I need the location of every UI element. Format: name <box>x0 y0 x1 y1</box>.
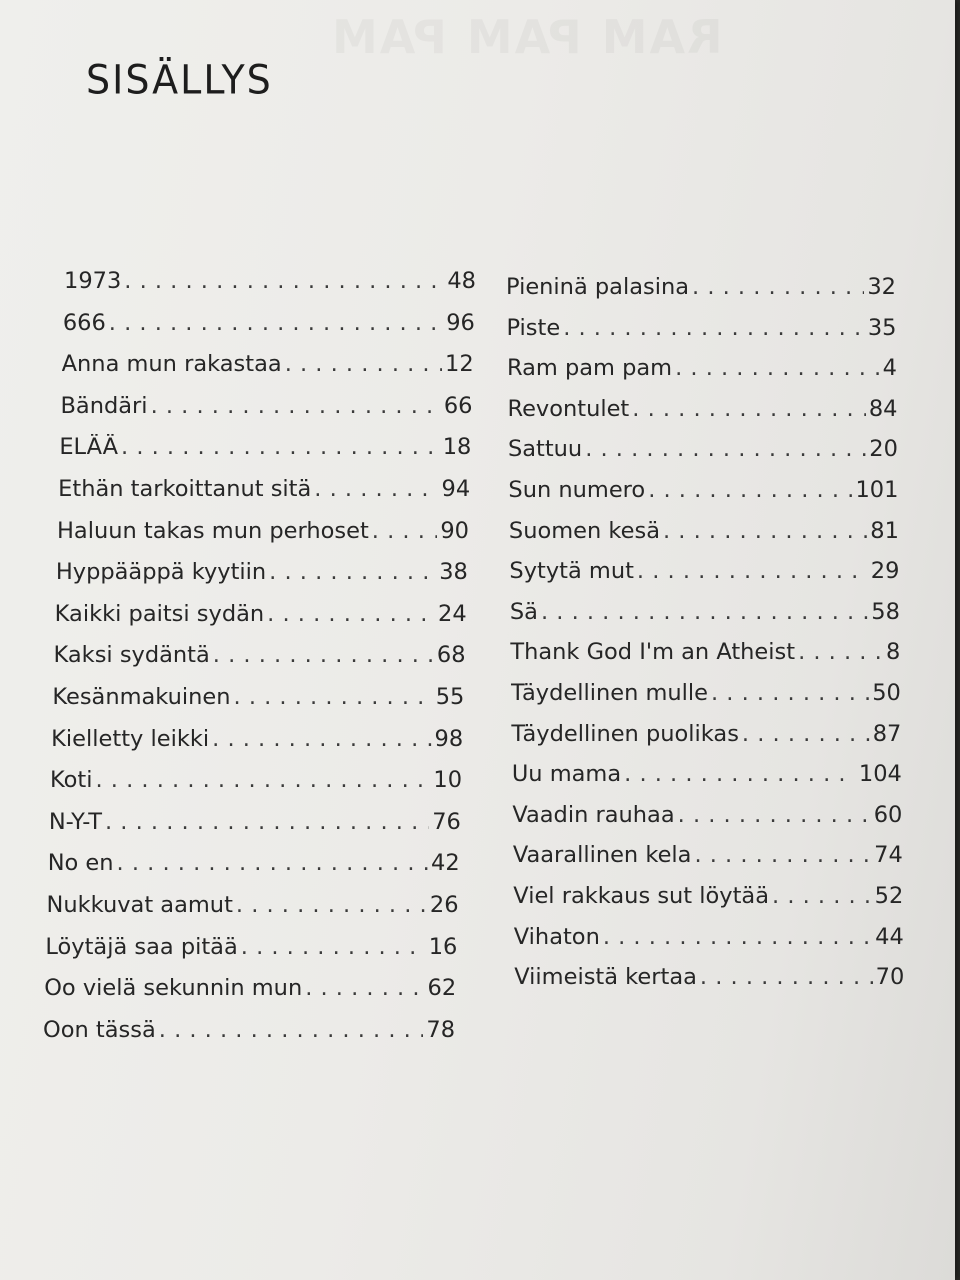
toc-entry-page-number: 90 <box>440 517 469 544</box>
toc-entry-page-number: 24 <box>438 600 467 627</box>
dot-leader <box>105 809 429 835</box>
toc-entry-title: Revontulet <box>507 395 630 422</box>
toc-entry-title: Haluun takas mun perhoset <box>57 517 369 544</box>
toc-entry-title: N-Y-T <box>48 808 102 835</box>
dot-leader <box>267 601 435 627</box>
toc-entry-title: Sattuu <box>507 436 583 463</box>
toc-entry-title: Suomen kesä <box>508 517 660 544</box>
toc-entry-page-number: 32 <box>867 274 896 300</box>
toc-entry-page-number: 26 <box>429 892 459 918</box>
toc-entry-title: 1973 <box>64 268 122 294</box>
toc-entry-page-number: 52 <box>874 883 904 909</box>
dot-leader <box>372 518 438 544</box>
toc-entry-page-number: 70 <box>875 964 905 991</box>
toc-entry-title: Viimeistä kertaa <box>514 964 697 991</box>
toc-entry-page-number: 58 <box>871 598 900 625</box>
toc-entry <box>52 684 464 718</box>
toc-entry <box>509 558 899 592</box>
toc-entry-title: Sun numero <box>508 477 646 503</box>
toc-entry <box>56 559 468 593</box>
dot-leader <box>236 892 427 918</box>
toc-entry-title: Uu mama <box>511 761 622 788</box>
toc-entry-page-number: 68 <box>436 642 466 669</box>
toc-entry-title: ELÄÄ <box>59 434 119 461</box>
toc-entry-page-number: 60 <box>873 801 903 828</box>
toc-entry <box>51 726 463 760</box>
toc-entry-page-number: 87 <box>872 720 902 747</box>
toc-entry <box>64 268 476 302</box>
toc-entry-title: Kielletty leikki <box>51 725 210 752</box>
toc-entry-title: Vaarallinen kela <box>512 842 692 869</box>
toc-entry <box>507 355 897 389</box>
toc-entry <box>43 1017 455 1051</box>
toc-entry-title: Bändäri <box>60 392 148 419</box>
toc-entry <box>49 809 461 843</box>
toc-entry-title: Ram pam pam <box>506 355 673 382</box>
toc-entry-page-number: 8 <box>886 639 901 666</box>
dot-leader <box>632 396 866 422</box>
toc-entry-page-number: 4 <box>882 355 897 382</box>
toc-entry <box>48 850 460 884</box>
toc-entry <box>506 274 896 308</box>
dot-leader <box>117 850 429 876</box>
dot-leader <box>124 268 444 294</box>
toc-entry <box>510 599 900 633</box>
toc-entry <box>45 934 457 968</box>
dot-leader <box>694 842 871 868</box>
dot-leader <box>269 559 436 585</box>
toc-entry-title: Nukkuvat aamut <box>46 892 233 918</box>
toc-entry <box>513 883 903 917</box>
toc-entry <box>62 351 474 385</box>
toc-entry <box>58 476 470 510</box>
toc-entry-page-number: 48 <box>447 268 476 294</box>
toc-entry-title: Täydellinen puolikas <box>511 720 739 747</box>
toc-entry-title: Oo vielä sekunnin mun <box>44 975 303 1002</box>
toc-entry-title: Vaadin rauhaa <box>512 801 675 828</box>
toc-entry-title: Piste <box>506 314 561 341</box>
dot-leader <box>241 934 426 960</box>
toc-entry-title: Kaksi sydäntä <box>53 642 210 669</box>
toc-entry-title: Sytytä mut <box>509 558 634 585</box>
toc-entry-page-number: 42 <box>431 850 460 877</box>
dot-leader <box>742 721 870 747</box>
toc-entry <box>59 434 471 468</box>
toc-entry-page-number: 101 <box>855 477 899 503</box>
toc-entry-page-number: 66 <box>443 392 473 419</box>
toc-entry-title: Kesänmakuinen <box>52 684 231 710</box>
toc-entry-page-number: 18 <box>442 434 472 461</box>
toc-entry-page-number: 16 <box>428 933 458 960</box>
toc-entry <box>47 892 459 926</box>
toc-entry <box>512 761 902 795</box>
dot-leader <box>711 680 869 706</box>
dot-leader <box>637 558 868 584</box>
toc-entry-page-number: 98 <box>434 725 464 752</box>
dot-leader <box>798 639 883 665</box>
toc-entry-title: Hyppääppä kyytiin <box>55 559 267 586</box>
toc-entry <box>510 639 900 673</box>
page-title: SISÄLLYS <box>86 56 273 104</box>
dot-leader <box>213 642 434 668</box>
dot-leader <box>663 518 867 544</box>
toc-entry <box>511 680 901 714</box>
toc-entry-page-number: 20 <box>869 436 898 463</box>
toc-entry <box>514 964 904 998</box>
show-through-text <box>330 10 723 64</box>
dot-leader <box>692 274 864 300</box>
toc-entry-page-number: 55 <box>435 684 465 710</box>
dot-leader <box>772 883 872 909</box>
toc-entry <box>50 767 462 801</box>
toc-entry-title: No en <box>47 850 114 877</box>
toc-entry-page-number: 38 <box>439 559 468 586</box>
dot-leader <box>678 802 871 828</box>
toc-entry-page-number: 96 <box>446 309 475 336</box>
toc-entry-page-number: 78 <box>426 1016 456 1043</box>
toc-entry-page-number: 50 <box>872 680 901 706</box>
toc-entry-title: Ethän tarkoittanut sitä <box>58 476 312 502</box>
toc-entry-page-number: 84 <box>868 395 898 422</box>
toc-entry-page-number: 35 <box>867 314 897 341</box>
dot-leader <box>234 684 433 710</box>
dot-leader <box>96 767 431 793</box>
dot-leader <box>212 726 431 752</box>
toc-entry <box>513 842 903 876</box>
toc-entry-page-number: 12 <box>445 351 474 378</box>
toc-entry-title: Anna mun rakastaa <box>61 351 282 378</box>
dot-leader <box>624 761 856 787</box>
toc-entry <box>61 393 473 427</box>
toc-entry <box>55 601 467 635</box>
dot-leader <box>151 393 441 419</box>
toc-entry <box>512 802 902 836</box>
toc-entry-title: Koti <box>50 767 93 794</box>
toc-entry-page-number: 81 <box>870 517 899 544</box>
toc-entry <box>509 518 899 552</box>
toc-entry <box>44 975 456 1009</box>
toc-entry-page-number: 10 <box>433 767 463 794</box>
dot-leader <box>700 964 873 990</box>
toc-entry <box>507 396 897 430</box>
dot-leader <box>121 434 440 460</box>
dot-leader <box>675 355 880 381</box>
toc-entry <box>514 924 904 958</box>
toc-entry-title: Löytäjä saa pitää <box>45 933 238 960</box>
toc-entry <box>508 477 898 511</box>
toc-entry-title: Thank God I'm an Atheist <box>510 639 796 666</box>
dot-leader <box>109 310 443 336</box>
dot-leader <box>541 599 868 625</box>
toc-entry-title: Pieninä palasina <box>506 274 690 300</box>
toc-entry-page-number: 74 <box>874 842 903 869</box>
dot-leader <box>285 351 442 377</box>
dot-leader <box>603 924 872 950</box>
toc-entry <box>511 721 901 755</box>
dot-leader <box>314 476 438 502</box>
toc-entry <box>508 436 898 470</box>
dot-leader <box>159 1017 424 1043</box>
toc-entry-title: Vihaton <box>513 923 600 950</box>
toc-entry-page-number: 104 <box>858 761 902 788</box>
toc-entry-page-number: 76 <box>432 808 461 835</box>
toc-entry-page-number: 29 <box>870 558 900 585</box>
toc-entry-title: Sä <box>509 598 538 625</box>
toc-entry-title: 666 <box>62 309 106 336</box>
toc-entry <box>63 310 475 344</box>
toc-entry-title: Täydellinen mulle <box>510 680 708 706</box>
dot-leader <box>305 975 424 1001</box>
toc-entry <box>506 315 896 349</box>
toc-entry <box>54 642 466 676</box>
toc-entry <box>57 518 469 552</box>
toc-entry-title: Viel rakkaus sut löytää <box>513 883 770 909</box>
dot-leader <box>563 315 865 341</box>
dot-leader <box>585 436 866 462</box>
toc-entry-title: Kaikki paitsi sydän <box>54 600 265 627</box>
toc-entry-page-number: 44 <box>875 923 904 950</box>
toc-entry-page-number: 94 <box>441 476 471 502</box>
toc-entry-page-number: 62 <box>427 975 457 1002</box>
dot-leader <box>648 477 852 503</box>
toc-entry-title: Oon tässä <box>43 1016 156 1043</box>
